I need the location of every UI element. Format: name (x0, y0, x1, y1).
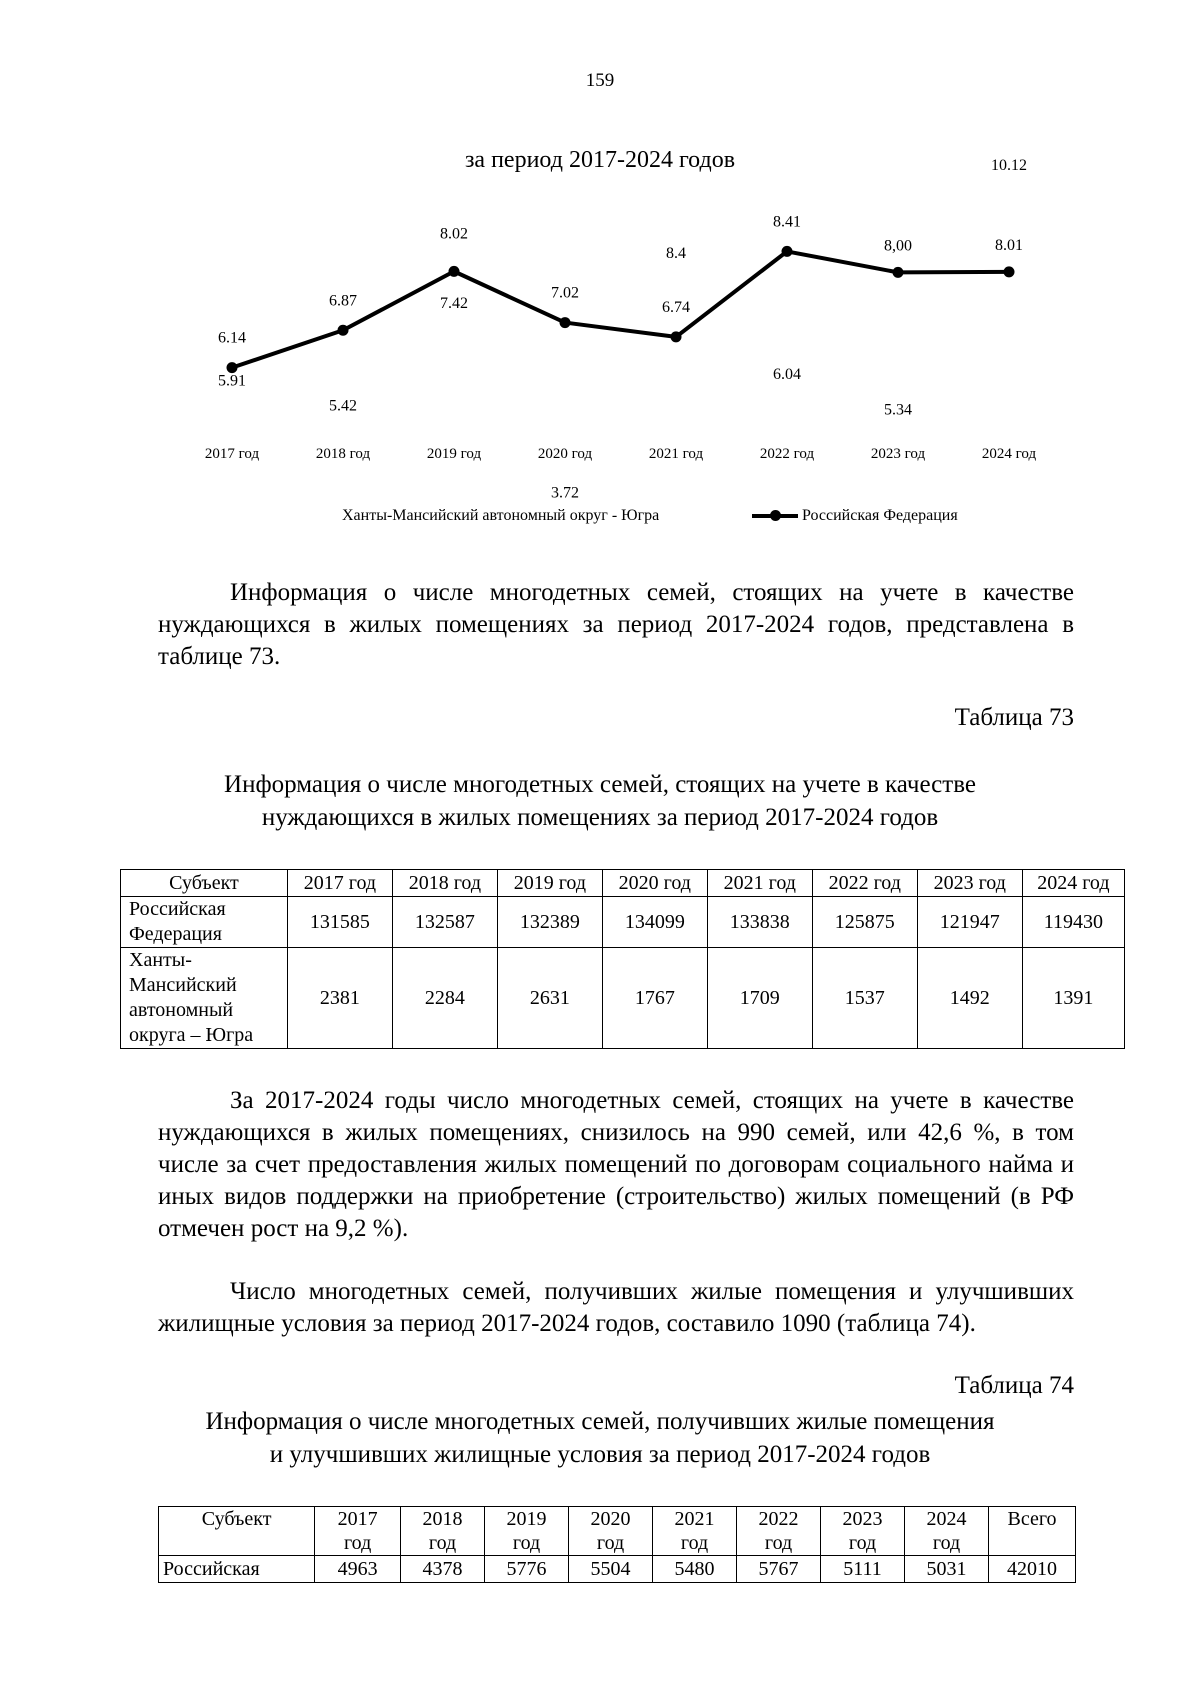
table-header-cell: 2020 год (602, 870, 707, 897)
data-label-rf: 6.14 (218, 329, 246, 347)
x-tick-label: 2021 год (648, 446, 704, 462)
table-cell: 1709 (707, 948, 812, 1049)
paragraph-2 (158, 1085, 1074, 1245)
table-cell: 1537 (812, 948, 917, 1049)
table-header-row (121, 870, 1125, 897)
table-cell: 1391 (1022, 948, 1124, 1049)
table-73-caption-line-1: Информация о числе многодетных семей, стоящих на учете в качестве (224, 771, 976, 798)
table-header-cell: Субъект (159, 1507, 315, 1556)
data-label-rf: 8,00 (884, 237, 912, 255)
table-cell: 5031 (905, 1556, 989, 1583)
x-tick-label: 2023 год (870, 446, 926, 462)
table-header-cell: 2018 год (392, 870, 497, 897)
table-cell: 1767 (602, 948, 707, 1049)
data-label-khmao: 5.91 (218, 372, 246, 390)
table-cell: 5111 (821, 1556, 905, 1583)
data-label-khmao: 5.34 (884, 401, 912, 419)
data-point-rf (782, 246, 793, 257)
table-cell: 5480 (653, 1556, 737, 1583)
table-73-caption (0, 768, 1200, 834)
table-cell: 5767 (737, 1556, 821, 1583)
data-label-rf: 8.41 (773, 213, 801, 231)
data-label-khmao: 5.42 (329, 397, 357, 415)
table-header-cell: Субъект (121, 870, 288, 897)
table-subject-cell: Российская (159, 1556, 315, 1583)
table-header-cell: 2020 год (569, 1507, 653, 1556)
table-cell: 4378 (401, 1556, 485, 1583)
table-74-label: Таблица 74 (954, 1372, 1074, 1399)
table-header-cell: 2024 год (905, 1507, 989, 1556)
data-point-rf (671, 331, 682, 342)
x-tick-label: 2019 год (426, 446, 482, 462)
table-cell: 2284 (392, 948, 497, 1049)
paragraph-1 (158, 577, 1074, 673)
data-label-rf: 8.01 (995, 236, 1023, 254)
data-point-rf (560, 317, 571, 328)
table-74-caption-line-1: Информация о числе многодетных семей, получивших жилые помещения (205, 1408, 995, 1435)
table-cell: 5776 (485, 1556, 569, 1583)
table-header-cell: 2019 год (497, 870, 602, 897)
x-tick-label: 2022 год (759, 446, 815, 462)
legend-item-rf (752, 507, 958, 525)
paragraph-1-text: Информация о числе многодетных семей, стоящих на учете в качестве нуждающихся в жилых помещениях за период 2017-2024 годов, представлена в таблице 73. (158, 579, 1074, 670)
chart-title: за период 2017-2024 годов (464, 147, 736, 173)
x-tick-label: 2024 год (981, 446, 1037, 462)
table-73-label: Таблица 73 (954, 704, 1074, 731)
data-point-rf (1004, 266, 1015, 277)
table-cell: 5504 (569, 1556, 653, 1583)
table-header-cell: 2022 год (812, 870, 917, 897)
data-point-rf (338, 325, 349, 336)
table-row (121, 948, 1125, 1049)
legend-line-marker-icon (752, 514, 798, 518)
paragraph-3-text: Число многодетных семей, получивших жилые помещения и улучшивших жилищные условия за период 2017-2024 годов, составило 1090 (таблица 74). (158, 1278, 1074, 1337)
table-cell: 131585 (287, 897, 392, 948)
data-label-khmao: 3.72 (551, 484, 579, 500)
table-header-cell: 2023 год (917, 870, 1022, 897)
table-header-cell: Всего (989, 1507, 1076, 1556)
table-cell: 121947 (917, 897, 1022, 948)
table-cell: 134099 (602, 897, 707, 948)
table-subject-cell: Ханты- Мансийский автономный округа – Югра (121, 948, 288, 1049)
table-73-caption-line-2: нуждающихся в жилых помещениях за период 2017-2024 годов (261, 804, 939, 831)
table-header-cell: 2018 год (401, 1507, 485, 1556)
table-header-cell: 2023 год (821, 1507, 905, 1556)
table-cell: 132389 (497, 897, 602, 948)
legend-item-khmao: Ханты-Мансийский автономный округ - Югра (342, 507, 660, 524)
table-cell: 133838 (707, 897, 812, 948)
data-point-rf (449, 266, 460, 277)
table-header-cell: 2021 год (653, 1507, 737, 1556)
table-row (159, 1556, 1076, 1583)
table-header-cell: 2024 год (1022, 870, 1124, 897)
table-cell: 119430 (1022, 897, 1124, 948)
table-header-cell: 2017 год (315, 1507, 401, 1556)
x-tick-label: 2017 год (204, 446, 260, 462)
table-cell: 125875 (812, 897, 917, 948)
table-73 (120, 869, 1125, 1049)
table-header-cell: 2019 год (485, 1507, 569, 1556)
table-cell: 42010 (989, 1556, 1076, 1583)
table-cell: 2631 (497, 948, 602, 1049)
paragraph-3 (158, 1276, 1074, 1340)
table-header-cell: 2017 год (287, 870, 392, 897)
table-row (121, 897, 1125, 948)
data-label-khmao: 8.4 (666, 244, 686, 262)
table-74 (158, 1506, 1076, 1583)
series-line-rf (232, 251, 1009, 367)
data-point-rf (893, 267, 904, 278)
data-label-rf: 8.02 (440, 225, 468, 243)
data-label-rf: 6.87 (329, 292, 357, 310)
table-cell: 132587 (392, 897, 497, 948)
line-chart (0, 0, 1200, 500)
table-cell: 1492 (917, 948, 1022, 1049)
table-74-caption (0, 1405, 1200, 1471)
paragraph-2-text: За 2017-2024 годы число многодетных семей, стоящих на учете в качестве нуждающихся в жилых помещениях, снизилось на 990 семей, или 42,6 %, в том числе за счет предоставления жилых помещений по договорам социального найма и иных видов поддержки на приобретение (строительство) жилых помещений (в РФ отмечен рост на 9,2 %). (158, 1087, 1074, 1242)
table-cell: 4963 (315, 1556, 401, 1583)
data-label-rf: 6.74 (662, 298, 690, 316)
page-number: 159 (585, 70, 615, 91)
table-header-cell: 2022 год (737, 1507, 821, 1556)
data-label-rf: 7.02 (551, 284, 579, 302)
table-header-row (159, 1507, 1076, 1556)
legend-item-rf-label: Российская Федерация (802, 507, 958, 524)
table-subject-cell: Российская Федерация (121, 897, 288, 948)
table-74-caption-line-2: и улучшивших жилищные условия за период 2017-2024 годов (269, 1441, 931, 1468)
data-label-khmao: 10.12 (991, 156, 1027, 174)
table-cell: 2381 (287, 948, 392, 1049)
table-header-cell: 2021 год (707, 870, 812, 897)
x-tick-label: 2018 год (315, 446, 371, 462)
data-label-khmao: 6.04 (773, 365, 801, 383)
x-tick-label: 2020 год (537, 446, 593, 462)
data-label-khmao: 7.42 (440, 295, 468, 313)
